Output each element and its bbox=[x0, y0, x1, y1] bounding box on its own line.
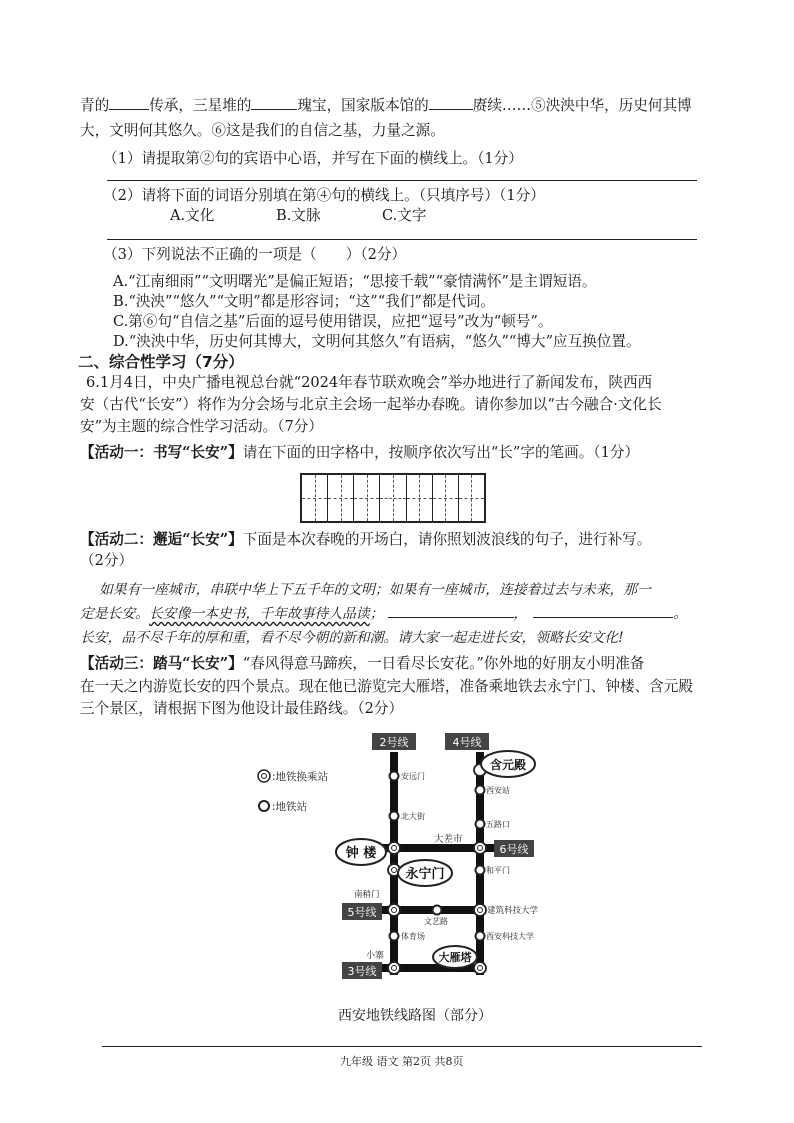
wavy-sentence: 长安像一本史书，千年故事待人品读 bbox=[148, 606, 370, 622]
line-6-label: 6号线 bbox=[499, 843, 529, 856]
station-hepingmen bbox=[476, 866, 485, 875]
station-label-hepingmen: 和平门 bbox=[486, 866, 510, 875]
line-4-label: 4号线 bbox=[452, 736, 482, 749]
q3-option-b: B.“泱泱”“悠久”“文明”都是形容词；“这”“我们”都是代词。 bbox=[113, 293, 495, 310]
q2-option-c: C.文字 bbox=[382, 207, 427, 224]
line-3-label: 3号线 bbox=[347, 965, 377, 978]
station-label-wulukou: 五路口 bbox=[486, 820, 510, 829]
text-fragment: 瑰宝，国家版本馆的 bbox=[297, 97, 429, 114]
station-anyuanmen bbox=[390, 772, 399, 781]
transfer-nanshaomen bbox=[388, 904, 400, 916]
station-xi-an-zhan bbox=[476, 786, 485, 795]
station-wenyilu bbox=[433, 906, 442, 915]
station-xikeda bbox=[476, 932, 485, 941]
station-label-xikeda: 西安科技大学 bbox=[486, 932, 534, 941]
q2-option-a: A.文化 bbox=[170, 207, 215, 224]
station-label-wenyilu: 文艺路 bbox=[424, 917, 448, 926]
question-3: （3）下列说法不正确的一项是（ ）（2分） bbox=[103, 246, 407, 263]
legend-station-label: :地铁站 bbox=[272, 801, 308, 813]
text-fragment: 定是长安。 bbox=[80, 606, 149, 622]
station-label-xiaozhai: 小寨 bbox=[366, 951, 385, 961]
q6-intro-3: 安”为主题的综合性学习活动。（7分） bbox=[80, 418, 323, 435]
line-5-label: 5号线 bbox=[347, 906, 377, 919]
activity-3-line-3: 三个景区，请根据下图为他设计最佳路线。（2分） bbox=[80, 700, 404, 717]
text-fragment: 。 bbox=[673, 606, 688, 622]
question-1: （1）请提取第②句的宾语中心语，并写在下面的横线上。（1分） bbox=[103, 150, 523, 167]
opening-para-3: 长安，品不尽千年的厚和重，看不尽今朝的新和潮。请大家一起走进长安，领略长安文化! bbox=[80, 630, 624, 646]
text-fragment: 赓续……⑤泱泱中华，历史何其博 bbox=[472, 97, 692, 114]
legend-transfer-label: :地铁换乘站 bbox=[272, 771, 329, 783]
activity-2-text: 下面是本次春晚的开场白，请你照划波浪线的句子，进行补写。 bbox=[242, 531, 652, 548]
station-label-nanshaomen: 南稍门 bbox=[354, 890, 380, 900]
activity-1-text: 请在下面的田字格中，按顺序依次写出“长”字的笔画。（1分） bbox=[242, 444, 640, 461]
section-heading: 二、综合性学习（7分） bbox=[78, 353, 244, 371]
attraction-label-zhonglou: 钟 楼 bbox=[345, 846, 377, 861]
line-2-label: 2号线 bbox=[379, 736, 409, 749]
opening-para-1: 如果有一座城市，串联中华上下五千年的文明；如果有一座城市，连接着过去与未来，那一 bbox=[99, 582, 651, 598]
station-label-jianzhu: 建筑科技大学 bbox=[487, 906, 539, 916]
text-fragment: 青的 bbox=[80, 97, 110, 114]
station-label-xi-an-zhan: 西安站 bbox=[486, 786, 510, 795]
q3-option-a: A.“江南细雨”“文明曙光”是偏正短语；“思接千载”“豪情满怀”是主谓短语。 bbox=[113, 273, 597, 290]
station-label-tiyuchang: 体育场 bbox=[401, 932, 425, 941]
activity-2-score: （2分） bbox=[80, 552, 134, 569]
q6-intro-2: 安（古代“长安”）将作为分会场与北京主会场一起举办春晚。请你参加以“古今融合·文化长 bbox=[80, 396, 662, 413]
question-2: （2）请将下面的词语分别填在第④句的横线上。（只填序号）（1分） bbox=[103, 187, 545, 204]
activity-1-label: 【活动一：书写“长安”】 bbox=[80, 444, 243, 461]
map-legend bbox=[258, 770, 328, 813]
station-legend-icon bbox=[259, 801, 269, 811]
page-footer: 九年级 语文 第2页 共8页 bbox=[340, 1055, 464, 1068]
activity-2-label: 【活动二：邂逅“长安”】 bbox=[80, 531, 243, 548]
q3-option-d: D.“泱泱中华，历史何其博大，文明何其悠久”有语病，“悠久”“博大”应互换位置。 bbox=[113, 333, 641, 350]
transfer-jianzhu bbox=[474, 904, 486, 916]
q2-option-b: B.文脉 bbox=[276, 207, 321, 224]
text-fragment: ； bbox=[369, 606, 384, 622]
station-wulukou bbox=[476, 820, 485, 829]
station-tiyuchang bbox=[390, 932, 399, 941]
station-label-beidajie: 北大街 bbox=[401, 812, 425, 821]
attraction-label-yongningmen: 永宁门 bbox=[405, 867, 445, 882]
text-fragment: ， bbox=[513, 606, 528, 622]
transfer-legend-icon bbox=[258, 770, 270, 782]
attraction-label-dayanta: 大雁塔 bbox=[438, 951, 472, 964]
text-fragment: 传承，三星堆的 bbox=[149, 97, 252, 114]
activity-3-text: “春风得意马蹄疾，一日看尽长安花。”你外地的好朋友小明准备 bbox=[242, 655, 645, 672]
station-label-anyuanmen: 安远门 bbox=[401, 772, 425, 781]
attraction-label-hanyuandian: 含元殿 bbox=[489, 758, 527, 772]
transfer-zhonglou bbox=[388, 842, 400, 854]
transfer-dayanta bbox=[474, 962, 486, 974]
map-caption: 西安地铁线路图（部分） bbox=[338, 1008, 492, 1024]
q6-intro-1: 6.1月4日，中央广播电视总台就“2024年春节联欢晚会”举办地进行了新闻发布，陕西西 bbox=[86, 374, 653, 391]
intro-line-2: 大，文明何其悠久。⑥这是我们的自信之基，力量之源。 bbox=[80, 122, 445, 139]
station-label-dachashi: 大差市 bbox=[434, 834, 463, 845]
footer-rule bbox=[102, 1046, 702, 1047]
station-beidajie bbox=[390, 812, 399, 821]
transfer-xiaozhai bbox=[388, 962, 400, 974]
q3-option-c: C.第⑥句“自信之基”后面的逗号使用错误，应把“逗号”改为“顿号”。 bbox=[113, 313, 553, 330]
transfer-dachashi bbox=[474, 842, 486, 854]
activity-3-line-2: 在一天之内游览长安的四个景点。现在他已游览完大雁塔，准备乘地铁去永宁门、钟楼、含元殿 bbox=[80, 678, 693, 695]
activity-3-label: 【活动三：踏马“长安”】 bbox=[80, 655, 243, 672]
